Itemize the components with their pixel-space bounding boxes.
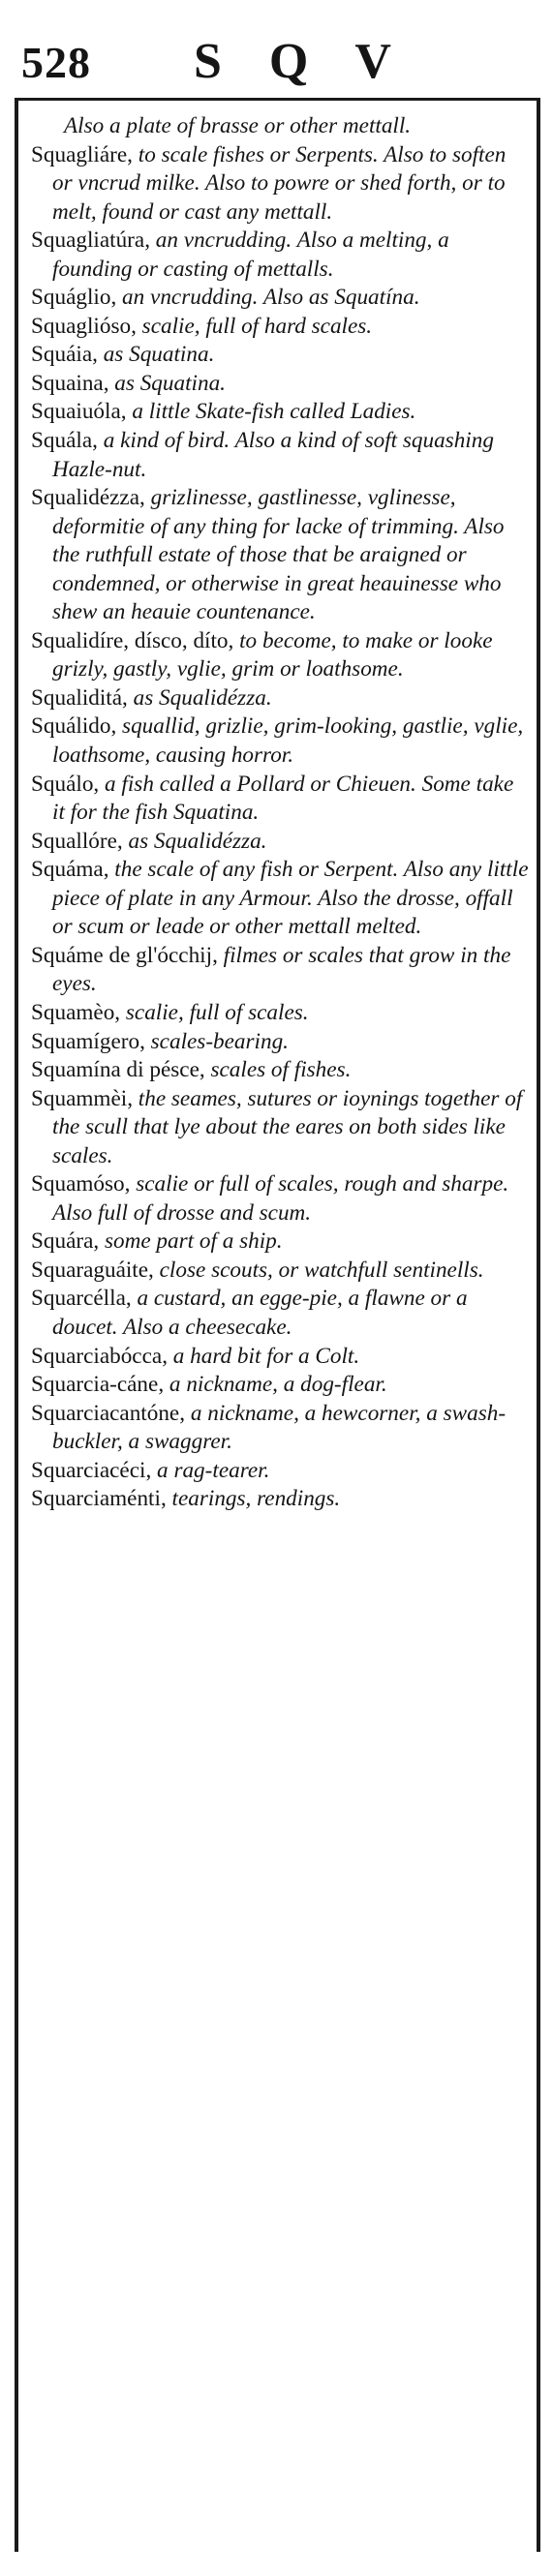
entry-separator: , [116,828,129,854]
entry-headword: Squamína di pésce [31,1057,200,1083]
entry-separator: , [131,313,142,339]
dictionary-entry [31,1056,531,1085]
entry-definition: the seames, sutures or ioynings together of the scull that lye about the eares on both sides like scales. [52,1085,523,1168]
entry-definition: Also a plate of brasse or other mettall. [64,113,412,138]
entry-definition: scales of fishes. [210,1057,352,1083]
entry-definition: a fish called a Pollard or Chieuen. Some take it for the fish Squatina. [52,771,514,826]
entry-headword: Squaiuóla [31,399,121,425]
entry-headword: Squalidézza [31,485,140,511]
dictionary-entry [31,484,531,627]
entry-headword: Squalidíre, dísco, díto [31,627,229,653]
entry-separator: , [144,227,156,254]
dictionary-entry [31,1028,531,1057]
dictionary-entry [31,370,531,399]
dictionary-entry [31,398,531,427]
top-rule [15,98,540,101]
dictionary-entry [31,856,531,942]
entry-separator: , [127,141,138,167]
entry-headword: Squarcélla [31,1286,126,1312]
dictionary-entry [31,1457,531,1486]
entry-separator: , [93,1228,105,1255]
entry-separator: , [199,1057,211,1083]
entry-separator: , [120,399,133,425]
dictionary-entry [31,999,531,1028]
entry-headword: Squála [31,428,93,454]
entry-separator: , [162,1343,173,1369]
entry-headword: Squáma [31,857,104,883]
entry-separator: , [103,370,115,396]
entry-headword: Squagliáre [31,141,128,167]
entry-separator: , [110,285,123,311]
entry-headword: Squaliditá [31,684,123,711]
entry-definition: a hard bit for a Colt. [172,1343,360,1369]
entry-headword: Squáglio [31,285,111,311]
left-column-rule [15,98,18,2552]
entry-definition: an vncrudding. Also as Squatína. [122,285,420,311]
entry-separator: , [228,627,240,653]
entry-definition: scales-bearing. [150,1028,289,1054]
entry-definition: a rag-tearer. [157,1457,270,1483]
dictionary-entry [31,684,531,713]
dictionary-entry [31,627,531,684]
dictionary-entry [31,771,531,828]
entry-definition: as Squalidézza. [128,828,267,854]
entry-definition: a little Skate-fish called Ladies. [132,399,416,425]
entry-headword: Squarcia-cáne [31,1372,159,1398]
entry-headword: Squagliatúra [31,227,145,254]
entry-separator: , [139,1028,151,1054]
entry-headword: Squarciaménti [31,1486,161,1512]
entry-definition: an vncrudding. Also a melting, a founding or casting of mettalls. [52,227,449,282]
dictionary-entry [31,1371,531,1400]
dictionary-entry [31,1257,531,1286]
entry-definition: grizlinesse, gastlinesse, vglinesse, deformitie of any thing for lacke of trimming. Also the ruthfull estate of those that be araigned or condemned, or otherwise in great heauinesse who shew an heauie countenance. [52,485,505,625]
entry-headword: Squaglióso [31,313,132,339]
entry-separator: , [179,1400,191,1426]
entry-headword: Squarciacantóne [31,1400,180,1426]
entry-separator: , [148,1257,160,1283]
entry-definition: to become, to make or looke grizly, gastly, vglie, grim or loathsome. [52,627,493,682]
entry-definition: squallid, grizlie, grim-looking, gastlie, vglie, loathsome, causing horror. [52,713,524,769]
entry-separator: , [103,857,115,883]
entry-separator: , [110,713,123,740]
dictionary-entry [31,828,531,857]
entry-headword: Squára [31,1228,94,1255]
entry-definition: close scouts, or watchfull sentinells. [159,1257,484,1283]
dictionary-entry [31,1285,531,1342]
entry-definition: a nickname, a dog-flear. [169,1372,387,1398]
entry-separator: , [127,1085,138,1111]
entry-definition: as Squalidézza. [133,684,272,711]
dictionary-entry [31,942,531,999]
entry-definition: some part of a ship. [104,1228,283,1255]
entry-separator: , [122,684,134,711]
entry-headword: Squálo [31,771,94,797]
entry-definition: scalie, full of scales. [125,999,309,1025]
entry-headword: Squammèi [31,1085,128,1111]
entry-definition: a custard, an egge-pie, a flawne or a doucet. Also a cheesecake. [52,1286,468,1340]
entry-separator: , [158,1372,169,1398]
entry-headword: Squálido [31,713,111,740]
entry-definition: scalie or full of scales, rough and sharpe. Also full of drosse and scum. [52,1171,509,1226]
entry-separator: , [145,1457,158,1483]
entry-separator: , [160,1486,172,1512]
dictionary-entry [31,141,531,227]
entry-headword: Squamóso [31,1171,125,1197]
dictionary-entry [31,1343,531,1372]
entry-separator: , [92,428,104,454]
entry-definition: as Squatina. [114,370,226,396]
dictionary-entry [31,227,531,284]
dictionary-entry [31,1227,531,1257]
entry-definition: scalie, full of hard scales. [141,313,373,339]
entry-definition: to scale fishes or Serpents. Also to soften or vncrud milke. Also to powre or shed forth, or to melt, found or cast any mettall. [52,141,507,225]
running-head: S Q V [194,34,392,89]
entry-headword: Squaina [31,370,104,396]
dictionary-entry [31,1085,531,1171]
dictionary-entry [31,284,531,313]
entry-definition: tearings, rendings. [171,1486,341,1512]
dictionary-entry [31,427,531,484]
entry-headword: Squáme de gl'ócchij [31,942,213,968]
entry-separator: , [124,1171,137,1197]
dictionary-entry [31,1485,531,1514]
entry-separator: , [93,771,106,797]
dictionary-entry [31,112,531,141]
entry-headword: Squamígero [31,1028,140,1054]
right-column-rule [537,98,540,2552]
page-number: 528 [21,38,91,87]
entry-separator: , [212,942,224,968]
entry-definition: the scale of any fish or Serpent. Also any little piece of plate in any Armour. Also the drosse, offall or scum or leade or other mettall melted. [52,857,529,940]
dictionary-column [31,112,531,1514]
dictionary-entry [31,313,531,342]
entry-definition: a kind of bird. Also a kind of soft squashing Hazle-nut. [52,428,494,482]
entry-definition: a nickname, a hewcorner, a swash-buckler, a swaggrer. [52,1400,507,1455]
entry-separator: , [125,1286,138,1312]
entry-definition: filmes or scales that grow in the eyes. [52,942,511,997]
dictionary-entry [31,341,531,370]
entry-headword: Squarciacéci [31,1457,146,1483]
entry-headword: Squamèo [31,999,115,1025]
entry-headword: Squallóre [31,828,117,854]
dictionary-entry [31,1400,531,1457]
entry-headword: Squaraguáite [31,1257,149,1283]
dictionary-entry [31,1170,531,1227]
entry-headword: Squarciabócca [31,1343,163,1369]
entry-separator: , [114,999,126,1025]
entry-separator: , [92,342,104,368]
entry-separator: , [139,485,151,511]
entry-headword: Squáia [31,342,93,368]
dictionary-entry [31,712,531,770]
entry-definition: as Squatina. [103,342,215,368]
